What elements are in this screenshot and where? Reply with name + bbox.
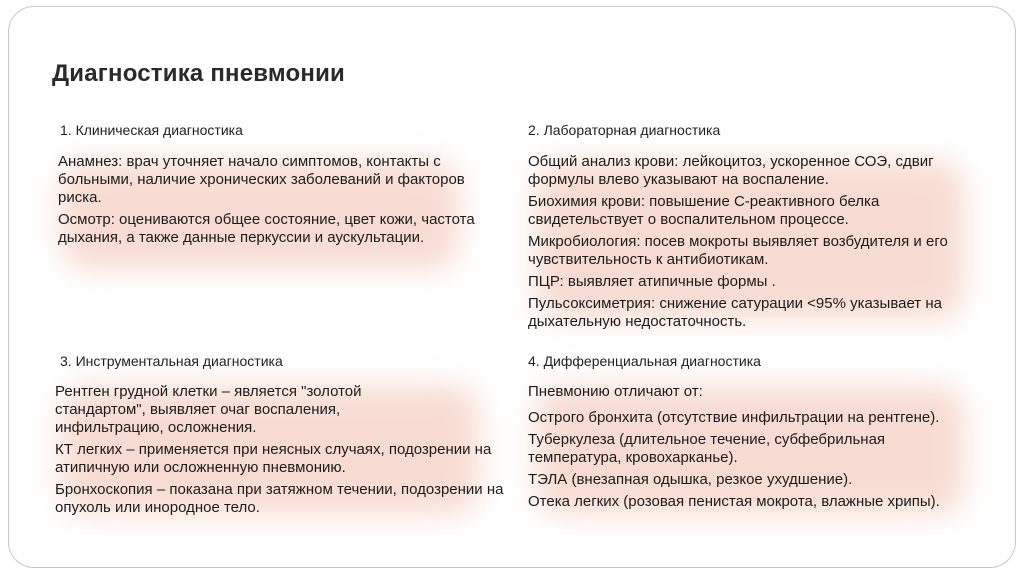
- page-title: Диагностика пневмонии: [52, 60, 345, 87]
- paragraph: ТЭЛА (внезапная одышка, резкое ухудшение).: [528, 471, 853, 488]
- paragraph: КТ легких – применяется при неясных случаях, подозрении на атипичную или осложненную пневмонию.: [55, 441, 492, 476]
- paragraph: Осмотр: оцениваются общее состояние, цвет кожи, частота дыхания, а также данные перкуссии и аускультации.: [58, 211, 475, 246]
- paragraph: Анамнез: врач уточняет начало симптомов, контакты с больными, наличие хронических заболеваний и факторов риска.: [58, 153, 465, 206]
- paragraph: ПЦР: выявляет атипичные формы .: [528, 273, 776, 290]
- paragraph: Отека легких (розовая пенистая мокрота, влажные хрипы).: [528, 493, 940, 510]
- paragraph: Туберкулеза (длительное течение, субфебрильная температура, кровохарканье).: [528, 431, 886, 466]
- paragraph: Пневмонию отличают от:: [528, 383, 703, 400]
- section-heading-clinical: 1. Клиническая диагностика: [60, 122, 243, 138]
- paragraph: Пульсоксиметрия: снижение сатурации <95% указывает на дыхательную недостаточность.: [528, 295, 942, 330]
- section-body-laboratory: [528, 153, 978, 335]
- paragraph: Бронхоскопия – показана при затяжном течении, подозрении на опухоль или инородное тело.: [55, 481, 504, 516]
- section-heading-differential: 4. Дифференциальная диагностика: [528, 353, 761, 369]
- paragraph: Острого бронхита (отсутствие инфильтрации на рентгене).: [528, 409, 940, 426]
- paragraph: Микробиология: посев мокроты выявляет возбудителя и его чувствительность к антибиотикам.: [528, 233, 948, 268]
- paragraph: Общий анализ крови: лейкоцитоз, ускоренное СОЭ, сдвиг формулы влево указывают на воспаление.: [528, 153, 934, 188]
- paragraph: Рентген грудной клетки – является "золотой стандартом", выявляет очаг воспаления, инфильтрацию, осложнения.: [55, 383, 362, 436]
- section-body-differential: [528, 383, 998, 515]
- section-heading-laboratory: 2. Лабораторная диагностика: [528, 122, 721, 138]
- section-body-instrumental: [55, 383, 505, 521]
- paragraph: Биохимия крови: повышение С-реактивного белка свидетельствует о воспалительном процессе.: [528, 193, 880, 228]
- section-body-clinical: [58, 153, 490, 251]
- section-heading-instrumental: 3. Инструментальная диагностика: [60, 353, 283, 369]
